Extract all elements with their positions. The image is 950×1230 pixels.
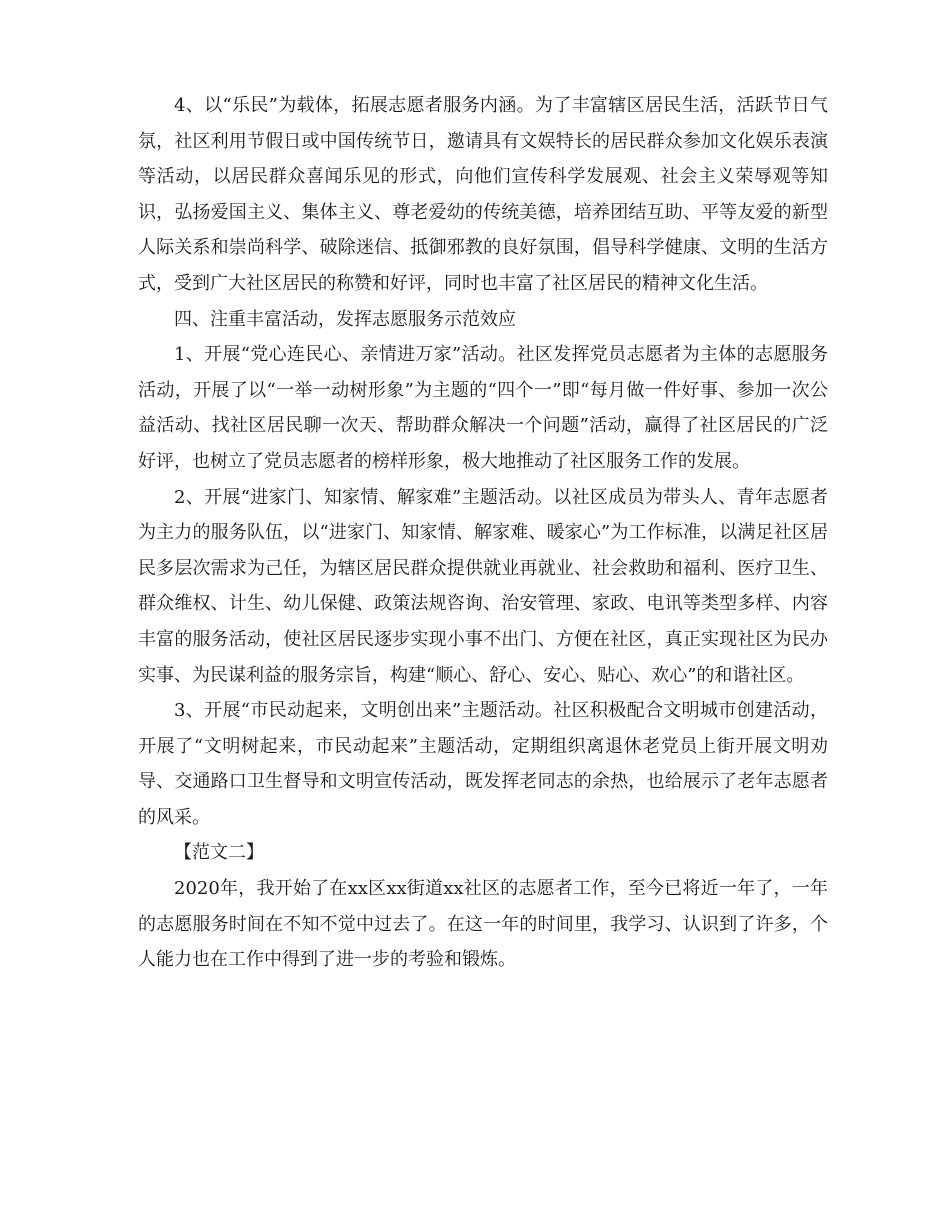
paragraph-item-3-civic: 3、开展“市民动起来，文明创出来”主题活动。社区积极配合文明城市创建活动，开展了“文明树起来，市民动起来”主题活动，定期组织离退休老党员上街开展文明劝导、交通路口卫生督导和文明宣传活动，既发挥老同志的余热，也给展示了老年志愿者的风采。	[138, 700, 828, 828]
document-body	[138, 88, 828, 978]
paragraph-item-2-home: 2、开展“进家门、知家情、解家难”主题活动。以社区成员为带头人、青年志愿者为主力的服务队伍，以“进家门、知家情、解家难、暖家心”为工作标准，以满足社区居民多层次需求为己任，为辖区居民群众提供就业再就业、社会救助和福利、医疗卫生、群众维权、计生、幼儿保健、政策法规咨询、治安管理、家政、电讯等类型多样、内容丰富的服务活动，使社区居民逐步实现小事不出门、方便在社区，真正实现社区为民办实事、为民谋利益的服务宗旨，构建“顺心、舒心、安心、贴心、欢心”的和谐社区。	[138, 486, 828, 686]
paragraph-item-4-lemin: 4、以“乐民”为载体，拓展志愿者服务内涵。为了丰富辖区居民生活，活跃节日气氛，社区利用节假日或中国传统节日，邀请具有文娱特长的居民群众参加文化娱乐表演等活动，以居民群众喜闻乐见的形式，向他们宣传科学发展观、社会主义荣辱观等知识，弘扬爱国主义、集体主义、尊老爱幼的传统美德，培养团结互助、平等友爱的新型人际关系和崇尚科学、破除迷信、抵御邪教的良好氛围，倡导科学健康、文明的生活方式，受到广大社区居民的称赞和好评，同时也丰富了社区居民的精神文化生活。	[138, 95, 828, 294]
sample-essay-two-heading: 【范文二】	[174, 842, 264, 864]
paragraph-item-1-party: 1、开展“党心连民心、亲情进万家”活动。社区发挥党员志愿者为主体的志愿服务活动，开展了以“一举一动树形象”为主题的“四个一”即“每月做一件好事、参加一次公益活动、找社区居民聊一次天、帮助群众解决一个问题”活动，赢得了社区居民的广泛好评，也树立了党员志愿者的榜样形象，极大地推动了社区服务工作的发展。	[138, 344, 828, 472]
section-heading-four: 四、注重丰富活动，发挥志愿服务示范效应	[174, 308, 516, 330]
paragraph-2020-intro: 2020年，我开始了在xx区xx街道xx社区的志愿者工作，至今已将近一年了，一年的志愿服务时间在不知不觉中过去了。在这一年的时间里，我学习、认识到了许多，个人能力也在工作中得到了进一步的考验和锻炼。	[138, 878, 828, 971]
